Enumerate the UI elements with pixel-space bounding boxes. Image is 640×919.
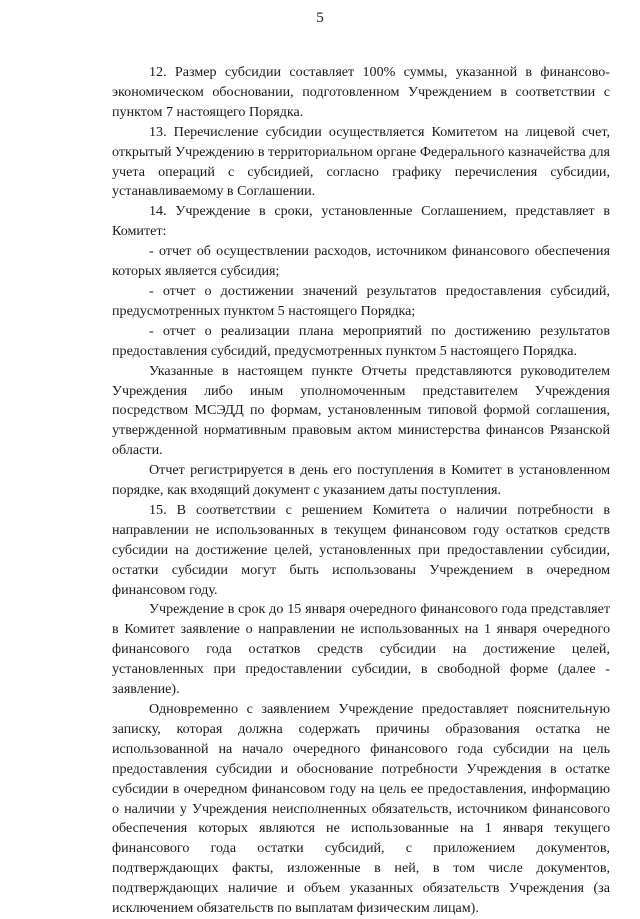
paragraph-report-registration: Отчет регистрируется в день его поступления в Комитет в установленном порядке, как входящий документ с указанием даты поступления. xyxy=(112,462,610,499)
paragraph-application-deadline: Учреждение в срок до 15 января очередного финансового года представляет в Комитет заявление о направлении не использованных на 1 января очередного финансового года остатков средств субсидии на достижение целей, установленных при предоставлении субсидии, в свободной форме (далее - заявление). xyxy=(112,601,610,698)
paragraph-item-13: 13. Перечисление субсидии осуществляется Комитетом на лицевой счет, открытый Учреждению в территориальном органе Федерального казначейства для учета операций с субсидией, согласно графику перечисления субсидии, устанавливаемому в Соглашении. xyxy=(112,123,610,200)
paragraph-item-14: 14. Учреждение в сроки, установленные Соглашением, представляет в Комитет: xyxy=(112,203,610,240)
document-body xyxy=(112,63,610,919)
paragraph-explanatory-note: Одновременно с заявлением Учреждение предоставляет пояснительную записку, которая должна содержать причины образования остатка не использованной на начало очередного финансового года субсидии на цель предоставления субсидии и обоснование потребности Учреждения в остатке субсидии в очередном финансовом году на цель ее предоставления, информацию о наличии у Учреждения неисполненных обязательств, источником финансового обеспечения которых являются не использованные на 1 января текущего финансового года остатки субсидий, с приложением документов, подтверждающих факты, изложенные в ней, в том числе документов, подтверждающих наличие и объем указанных обязательств Учреждения (за исключением обязательств по выплатам физическим лицам). xyxy=(112,701,610,917)
list-item-expense-report: - отчет об осуществлении расходов, источником финансового обеспечения которых является субсидия; xyxy=(112,243,610,280)
list-item-plan-report: - отчет о реализации плана мероприятий по достижению результатов предоставления субсидий, предусмотренных пунктом 5 настоящего Порядка. xyxy=(112,322,610,359)
page-number: 5 xyxy=(316,10,324,26)
paragraph-item-12: 12. Размер субсидии составляет 100% суммы, указанной в финансово-экономическом обосновании, подготовленном Учреждением в соответствии с пунктом 7 настоящего Порядка. xyxy=(112,64,610,120)
list-item-results-report: - отчет о достижении значений результатов предоставления субсидий, предусмотренных пунктом 5 настоящего Порядка; xyxy=(112,282,610,319)
paragraph-item-15: 15. В соответствии с решением Комитета о наличии потребности в направлении не использованных в текущем финансовом году остатков средств субсидии на достижение целей, установленных при предоставлении субсидии, остатки субсидии могут быть использованы Учреждением в очередном финансовом году. xyxy=(112,501,610,598)
paragraph-reports-submission: Указанные в настоящем пункте Отчеты представляются руководителем Учреждения либо иным уполномоченным представителем Учреждения посредством МСЭДД по формам, установленным типовой формой соглашения, утвержденной нормативным правовым актом министерства финансов Рязанской области. xyxy=(112,362,610,459)
